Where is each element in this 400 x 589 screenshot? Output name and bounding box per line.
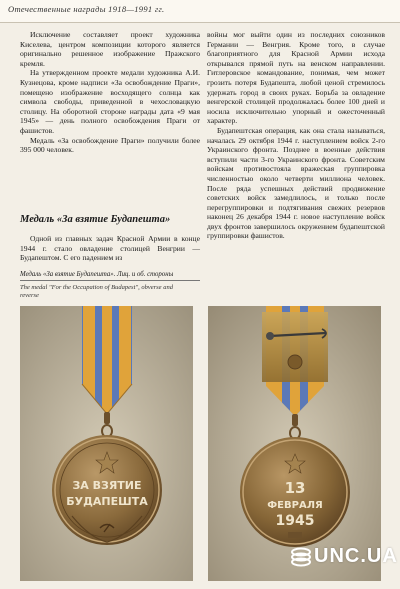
coin-stack-icon <box>290 546 312 568</box>
paragraph: войны мог выйти один из последних союзников Германии — Венгрия. Кроме того, в случае благоприятного для Красной Армии исхода открывался прямой путь на венском направлении. Гитлеровское командование, понимая, чем может грозить потеря Будапешта, любой ценой стремилось удержать город в своих руках. Борьба за овладение венгерской столицей продолжалась более 100 дней и носила исключительно упорный и ожесточенный характер. <box>207 30 385 126</box>
obverse-inscription-1: ЗА ВЗЯТИЕ <box>72 479 142 492</box>
medal-reverse-photo <box>208 306 381 581</box>
watermark-text: UNC.UA <box>314 545 398 567</box>
medal-reverse-image <box>208 306 381 581</box>
header-title: Отечественные награды 1918—1991 гг. <box>8 4 165 14</box>
site-watermark <box>290 543 400 571</box>
paragraph: Будапештская операция, как она стала называться, началась 29 октября 1944 г. наступлением войск 2-го Украинского фронта. Позднее в военные действия вступили части 3-го Украинского фронта. Советским войскам противостояла вражеская группировка численностью около четверти миллиона человек. После ряда успешных действий продвижение советских войск замедлилось, и только после перегруппировки и подтягивания свежих резервов наконец 26 декабря 1944 г. новое наступление войск двух фронтов завершилось окружением будапештской группировки фашистов. <box>207 125 385 241</box>
medal-obverse-image <box>20 306 193 581</box>
reverse-day: 13 <box>284 479 306 497</box>
section-text <box>20 234 200 263</box>
figure-caption-en: The medal "For the Occupation of Budapest", obverse and reverse <box>20 284 173 299</box>
right-column-text <box>207 30 385 241</box>
left-column-text <box>20 30 200 155</box>
paragraph: Медаль «За освобождение Праги» получили более 395 000 человек. <box>20 135 200 155</box>
paragraph: Исключение составляет проект художника Киселева, центром композиции которого является оригинально решенное изображение Пражского кремля. <box>20 30 200 68</box>
reverse-year: 1945 <box>275 513 315 529</box>
section-heading: Медаль «За взятие Будапешта» <box>20 214 171 225</box>
paragraph: Одной из главных задач Красной Армии в конце 1944 г. стало овладение столицей Венгрии — Будапештом. С его падением из <box>20 234 200 263</box>
paragraph: На утвержденном проекте медали художника А.И. Кузнецова, кроме надписи «За освобождение Праги», помещено изображение восходящего солнца как символа свободы, приведенной в чехословацкую столицу. На оборотной стороне награды дата «9 мая 1945» — день полного освобождения Праги от фашистов. <box>20 68 200 135</box>
figure-caption-ru: Медаль «За взятие Будапешта». Лиц. и об. стороны <box>20 271 174 278</box>
obverse-inscription-2: БУДАПЕШТА <box>66 495 148 508</box>
reverse-month: ФЕВРАЛЯ <box>267 500 323 511</box>
running-header <box>0 0 400 23</box>
medal-obverse-photo <box>20 306 193 581</box>
caption-divider <box>20 280 200 281</box>
